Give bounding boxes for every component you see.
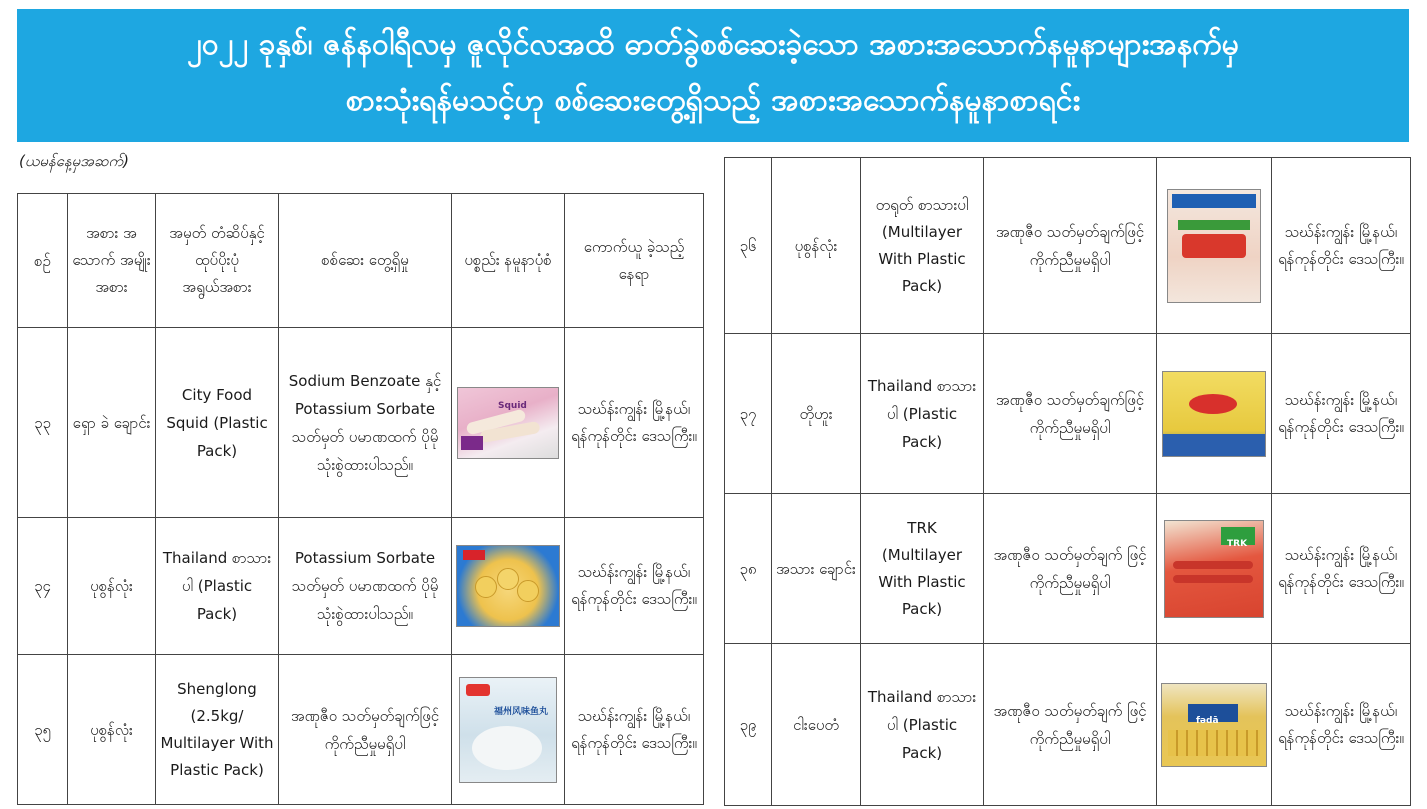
brand-pack: Shenglong (2.5kg/ Multilayer With Plastic Pack) <box>156 655 279 805</box>
food-type: ပုစွန်လုံး <box>68 518 156 655</box>
trk-label: TRK <box>1227 538 1248 549</box>
table-row <box>18 655 704 805</box>
food-type: အသား ချောင်း <box>772 494 861 644</box>
collection-location: သဃ်န်းကျွန်း မြို့နယ်၊ ရန်ကုန်တိုင်း ဒေသကြီး။ <box>1272 644 1411 806</box>
header-brand: အမှတ် တံဆိပ်နှင့် ထုပ်ပိုးပုံ အရွယ်အစား <box>156 194 279 328</box>
food-type: ရှော ခဲ ချောင်း <box>68 328 156 518</box>
test-finding: အဏုဇီဝ သတ်မှတ်ချက် ဖြင့်ကိုက်ညီမှုမရှိပါ <box>984 494 1157 644</box>
trk-product-image <box>1164 520 1264 618</box>
table-row <box>18 518 704 655</box>
table-row <box>18 328 704 518</box>
shenglong-product-image <box>459 677 557 783</box>
header-row <box>18 194 704 328</box>
sample-image-cell <box>1157 644 1272 806</box>
test-finding: အဏုဇီဝ သတ်မှတ်ချက်ဖြင့် ကိုက်ညီမှုမရှိပါ <box>984 158 1157 334</box>
sample-image-cell <box>452 655 565 805</box>
collection-location: သဃ်န်းကျွန်း မြို့နယ်၊ ရန်ကုန်တိုင်း ဒေသကြီး။ <box>565 328 704 518</box>
left-table <box>17 193 704 805</box>
test-finding: အဏုဇီဝ သတ်မှတ်ချက်ဖြင့် ကိုက်ညီမှုမရှိပါ <box>279 655 452 805</box>
food-type: ပုစွန်လုံး <box>772 158 861 334</box>
header-no: စဉ် <box>18 194 68 328</box>
test-finding: အဏုဇီဝ သတ်မှတ်ချက်ဖြင့် ကိုက်ညီမှုမရှိပါ <box>984 334 1157 494</box>
collection-location: သဃ်န်းကျွန်း မြို့နယ်၊ ရန်ကုန်တိုင်း ဒေသကြီး။ <box>1272 494 1411 644</box>
row-number: ၃၃ <box>18 328 68 518</box>
sample-image-cell <box>452 518 565 655</box>
row-number: ၃၇ <box>725 334 772 494</box>
collection-location: သဃ်န်းကျွန်း မြို့နယ်၊ ရန်ကုန်တိုင်း ဒေသကြီး။ <box>565 518 704 655</box>
test-finding: Sodium Benzoate နှင့် Potassium Sorbate သတ်မှတ် ပမာဏထက် ပိုမိုသုံးစွဲထားပါသည်။ <box>279 328 452 518</box>
right-table <box>724 157 1411 806</box>
collection-location: သဃ်န်းကျွန်း မြို့နယ်၊ ရန်ကုန်တိုင်း ဒေသကြီး။ <box>565 655 704 805</box>
test-finding: Potassium Sorbate သတ်မှတ် ပမာဏထက် ပိုမိုသုံးစွဲထားပါသည်။ <box>279 518 452 655</box>
sample-image-cell <box>1157 334 1272 494</box>
fish-stick-product-image <box>1161 683 1267 767</box>
shrimp-ball-product-image <box>456 545 560 627</box>
header-sample: ပစ္စည်း နမူနာပုံစံ <box>452 194 565 328</box>
shenglong-label: 福州风味鱼丸 <box>494 706 549 717</box>
continued-note: (ယမန်နေ့မှအဆက်) <box>19 152 130 170</box>
table-row <box>725 158 1411 334</box>
squid-product-image <box>457 387 559 459</box>
brand-pack: တရုတ် စာသားပါ (Multilayer With Plastic Pack) <box>861 158 984 334</box>
row-number: ၃၈ <box>725 494 772 644</box>
brand-pack: City Food Squid (Plastic Pack) <box>156 328 279 518</box>
chinese-text-product-image <box>1167 189 1261 303</box>
sample-image-cell <box>1157 494 1272 644</box>
row-number: ၃၄ <box>18 518 68 655</box>
sample-image-cell <box>452 328 565 518</box>
brand-pack: Thailand စာသားပါ (Plastic Pack) <box>861 644 984 806</box>
title-line-2: စားသုံးရန်မသင့်ဟု စစ်ဆေးတွေ့ရှိသည့် အစားအသောက်နမူနာစာရင်း <box>345 83 1081 118</box>
table-row <box>725 644 1411 806</box>
row-number: ၃၆ <box>725 158 772 334</box>
brand-pack: Thailand စာသားပါ (Plastic Pack) <box>861 334 984 494</box>
table-row <box>725 494 1411 644</box>
row-number: ၃၅ <box>18 655 68 805</box>
sample-image-cell <box>1157 158 1272 334</box>
row-number: ၃၉ <box>725 644 772 806</box>
title-line-1: ၂၀၂၂ ခုနှစ်၊ ဇန်နဝါရီလမှ ဇူလိုင်လအထိ ဓာတ်ခွဲစစ်ဆေးခဲ့သော အစားအသောက်နမူနာများအနက်မှ <box>187 27 1239 62</box>
brand-pack: TRK (Multilayer With Plastic Pack) <box>861 494 984 644</box>
tofu-product-image <box>1162 371 1266 457</box>
table-row <box>725 334 1411 494</box>
header-finding: စစ်ဆေး တွေ့ရှိမှု <box>279 194 452 328</box>
collection-location: သဃ်န်းကျွန်း မြို့နယ်၊ ရန်ကုန်တိုင်း ဒေသကြီး။ <box>1272 334 1411 494</box>
header-location: ကောက်ယူ ခဲ့သည့် နေရာ <box>565 194 704 328</box>
brand-pack: Thailand စာသားပါ (Plastic Pack) <box>156 518 279 655</box>
collection-location: သဃ်န်းကျွန်း မြို့နယ်၊ ရန်ကုန်တိုင်း ဒေသကြီး။ <box>1272 158 1411 334</box>
food-type: ပုစွန်လုံး <box>68 655 156 805</box>
header-type: အစား အသောက် အမျိုးအစား <box>68 194 156 328</box>
food-type: တိုဟူး <box>772 334 861 494</box>
test-finding: အဏုဇီဝ သတ်မှတ်ချက် ဖြင့်ကိုက်ညီမှုမရှိပါ <box>984 644 1157 806</box>
fish-stick-label: fədā <box>1196 715 1219 726</box>
food-type: ငါးပေတံ <box>772 644 861 806</box>
title-banner <box>17 9 1409 142</box>
squid-label: Squid <box>498 400 527 411</box>
